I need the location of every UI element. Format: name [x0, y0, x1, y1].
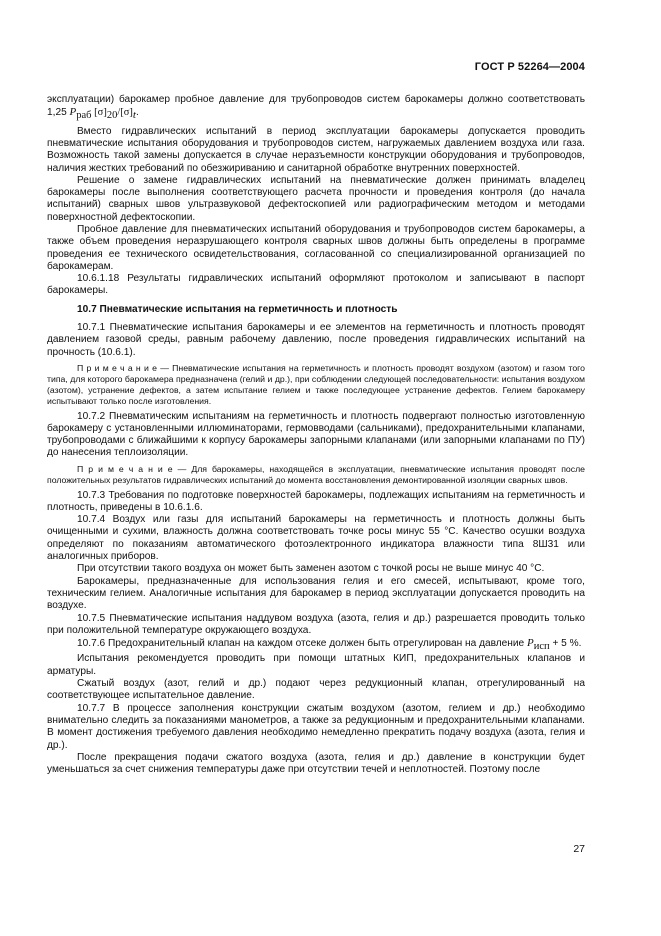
page-number: 27: [573, 843, 585, 855]
section-heading-10-7: 10.7 Пневматические испытания на герметичность и плотность: [77, 303, 398, 315]
note-2: П р и м е ч а н и е — Для барокамеры, находящейся в эксплуатации, пневматические испытания проводят после положительных результатов гидравлических испытаний до момента восстановления демонтированной изоляции сварных швов.: [47, 463, 585, 485]
paragraph-10-7-5: 10.7.5 Пневматические испытания наддувом воздуха (азота, гелия и др.) разрешается проводить только при положительной температуре окружающего воздуха.: [47, 612, 585, 636]
paragraph-after-stop: После прекращения подачи сжатого воздуха (азота, гелия и др.) давление в конструкции будет уменьшаться за счет снижения температуры даже при отсутствии течей и неплотностей. Поэтому после: [47, 751, 585, 776]
paragraph-10-7-2: 10.7.2 Пневматическим испытаниям на герметичность и плотность подвергают полностью изготовленную барокамеру с установленными иллюминаторами, гермовводами (сальниками), предохранительными клапанами, трубопроводами с ближайшими к корпусу барокамеры запорными клапанами (или запорными клапанами по ПУ) до нанесения теплоизоляции.: [47, 410, 585, 459]
paragraph-nitrogen: При отсутствии такого воздуха он может быть заменен азотом с точкой росы не выше минус 40 °С.: [77, 563, 545, 575]
paragraph-intro: эксплуатации) барокамер пробное давление для трубопроводов систем барокамеры должно соответствовать 1,25 $P_{раб}$ $[\sigma]_{20}/[\sigma]_t$.: [47, 94, 585, 122]
note-label: П р и м е ч а н и е: [77, 463, 173, 474]
paragraph-compressed-air: Сжатый воздух (азот, гелий и др.) подают через редукционный клапан, отрегулированный на соответствующее испытательное давление.: [47, 678, 585, 702]
paragraph-10-7-6: 10.7.6 Предохранительный клапан на каждом отсеке должен быть отрегулирован на давление $P_{исп} + 5$ %.: [77, 637, 582, 653]
paragraph-helium: Барокамеры, предназначенные для использования гелия и его смесей, испытывают, кроме того, техническим гелием. Аналогичные испытания для барокамер в период эксплуатации допускается проводить на воздухе.: [47, 575, 585, 612]
paragraph-kip: Испытания рекомендуется проводить при помощи штатных КИП, предохранительных клапанов и арматуры.: [47, 653, 585, 677]
paragraph-10-7-4: 10.7.4 Воздух или газы для испытаний барокамеры на герметичность и плотность должны быть очищенными и сухими, влажность должна соответствовать точке росы минус 55 °С. Качество осушки воздуха определяют по показаниям автоматического фотоэлектронного индикатора влажности типа 8Ш31 или аналогичных приборов.: [47, 514, 585, 563]
note-1: П р и м е ч а н и е — Пневматические испытания на герметичность и плотность проводят воздухом (азотом) и газом того типа, для которого барокамера предназначена (гелий и др.), при соблюдении следующей последовательности: испытания воздухом (азотом), устранение дефектов, а затем испытание гелием и также последующее устранение дефектов. Гелием барокамеру испытывают только после изготовления.: [47, 362, 585, 406]
document-header: ГОСТ Р 52264—2004: [474, 61, 585, 73]
document-body: [47, 94, 585, 776]
paragraph-replacement: Вместо гидравлических испытаний в период эксплуатации барокамеры допускается проводить пневматические испытания оборудования и трубопроводов систем, нагружаемых давлением воздуха или газа. Возможность такой замены допускается в случае неразъемности конструкции оборудования и трубопроводов, наличия жестких требований по обезжириванию и санитарной обработке внутренних поверхностей.: [47, 125, 585, 174]
paragraph-10-7-1: 10.7.1 Пневматические испытания барокамеры и ее элементов на герметичность и плотность проводят давлением газовой среды, равным рабочему давлению, после проведения гидравлических испытаний на прочность (10.6.1).: [47, 322, 585, 358]
note-label: П р и м е ч а н и е: [77, 362, 157, 373]
paragraph-test-pressure: Пробное давление для пневматических испытаний оборудования и трубопроводов систем барокамеры, а также объем проведения неразрушающего контроля сварных швов должны быть определены в программе проведения ее технического освидетельствования, согласованной со специализированной организацией по барокамерам.: [47, 224, 585, 272]
paragraph-10-7-3: 10.7.3 Требования по подготовке поверхностей барокамеры, подлежащих испытаниям на герметичность и плотность, приведены в 10.6.1.6.: [47, 489, 585, 513]
paragraph-decision: Решение о замене гидравлических испытаний на пневматические должен принимать владелец барокамеры после выполнения соответствующего расчета прочности и проведения контроля (до начала испытаний) сварных швов ультразвуковой дефектоскопией или радиографическим методом и методами поверхностной дефектоскопии.: [47, 174, 585, 223]
paragraph-10-6-1-18: 10.6.1.18 Результаты гидравлических испытаний оформляют протоколом и записывают в паспорт барокамеры.: [47, 273, 585, 297]
paragraph-10-7-7: 10.7.7 В процессе заполнения конструкции сжатым воздухом (азотом, гелием и др.) необходимо внимательно следить за показаниями манометров, а также за редукционным и предохранительными клапанами. В момент достижения требуемого давления необходимо немедленно прекратить подачу воздуха (азота, гелия и др.).: [47, 702, 585, 751]
